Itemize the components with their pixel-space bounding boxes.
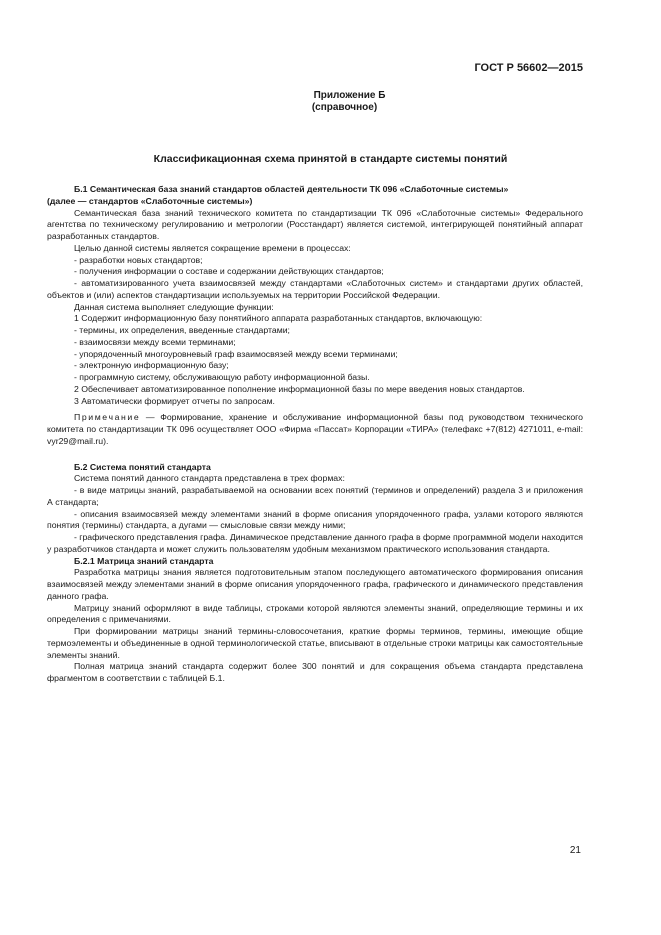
- document-body: [47, 184, 583, 685]
- subsection-b21-heading: Б.2.1 Матрица знаний стандарта: [74, 555, 214, 566]
- list-item: - программную систему, обслуживающую работу информационной базы.: [74, 372, 370, 382]
- list-item: - термины, их определения, введенные стандартами;: [74, 325, 290, 335]
- list-item: - графического представления графа. Динамическое представление данного графа в форме программной модели находится у разработчиков стандарта и может служить пользователям удобным механизмом практического использования стандарта.: [47, 532, 584, 554]
- page-number: 21: [569, 845, 581, 856]
- list-item: - электронную информационную базу;: [74, 360, 229, 371]
- section-b1-heading: Б.1 Семантическая база знаний стандартов областей деятельности ТК 096 «Слаботочные системы»: [74, 184, 509, 194]
- note: [47, 412, 583, 447]
- appendix-kind: (справочное): [311, 102, 378, 113]
- paragraph: 1 Содержит информационную базу понятийного аппарата разработанных стандартов, включающую:: [74, 313, 483, 324]
- paragraph: Разработка матрицы знания является подготовительным этапом последующего автоматического формирования описания взаимосвязей между элементами знаний в форме описания упорядоченного графа, графического и динамического представления данного графа.: [47, 567, 583, 601]
- list-item: - взаимосвязи между всеми терминами;: [74, 336, 236, 347]
- paragraph: Система понятий данного стандарта представлена в трех формах:: [74, 473, 345, 484]
- paragraph: 2 Обеспечивает автоматизированное пополнение информационной базы по мере введения новых стандартов.: [74, 383, 525, 394]
- section-b1-heading-cont: (далее — стандартов «Слаботочные системы»): [47, 195, 253, 206]
- paragraph: Матрицу знаний оформляют в виде таблицы, строками которой являются элементы знаний, определяющие термины и их определения с примечаниями.: [47, 602, 583, 625]
- paragraph: Целью данной системы является сокращение времени в процессах:: [74, 242, 351, 253]
- appendix-title: Приложение Б: [313, 90, 386, 101]
- paragraph: Данная система выполняет следующие функции:: [74, 301, 274, 312]
- list-item: - автоматизированного учета взаимосвязей между стандартами «Слаботочных систем» и стандартами других областей, объектов и (или) аспектов стандартизации используемых на территории Российской Федерации.: [47, 278, 583, 300]
- paragraph: 3 Автоматически формирует отчеты по запросам.: [74, 395, 275, 406]
- paragraph: Семантическая база знаний технического комитета по стандартизации ТК 096 «Слаботочные системы» Федерального агентства по техническому регулированию и метрологии (Росстандарт) является системой, интегрирующей понятийный аппарат разработанных стандартов.: [47, 207, 583, 241]
- appendix-heading: [0, 90, 661, 114]
- list-item: - разработки новых стандартов;: [74, 254, 203, 265]
- list-item: - получения информации о составе и содержании действующих стандартов;: [74, 266, 384, 277]
- standard-designation: ГОСТ Р 56602—2015: [474, 62, 583, 74]
- paragraph: При формировании матрицы знаний термины-словосочетания, краткие формы терминов, термины, имеющие общие термоэлементы и объединенные в одной терминологической статье, вписывают в отдельные строки матрицы как самостоятельные элементы знаний.: [47, 626, 583, 660]
- note-label: Примечание: [74, 412, 141, 423]
- note-text: — Формирование, хранение и обслуживание информационной базы под руководством технического комитета по стандартизации ТК 096 осуществляет ООО «Фирма «Пассат» Корпорации «ТИРА» (телефакс +7(812) 4271011, e-mail: vyr29@mail.ru).: [47, 412, 583, 446]
- list-item: - в виде матрицы знаний, разрабатываемой на основании всех понятий (терминов и определений) раздела 3 и приложения А стандарта;: [47, 485, 583, 507]
- paragraph: Полная матрица знаний стандарта содержит более 300 понятий и для сокращения объема стандарта представлена фрагментом в соответствии с таблицей Б.1.: [47, 661, 583, 683]
- section-b2-heading: Б.2 Система понятий стандарта: [74, 461, 211, 472]
- list-item: - описания взаимосвязей между элементами знаний в форме описания упорядоченного графа, узлами которого являются понятия (термины) стандарта, а дугами — смысловые связи между ними;: [47, 508, 583, 531]
- list-item: - упорядоченный многоуровневый граф взаимосвязей между всеми терминами;: [74, 348, 398, 359]
- appendix-main-title: Классификационная схема принятой в стандарте системы понятий: [153, 153, 508, 165]
